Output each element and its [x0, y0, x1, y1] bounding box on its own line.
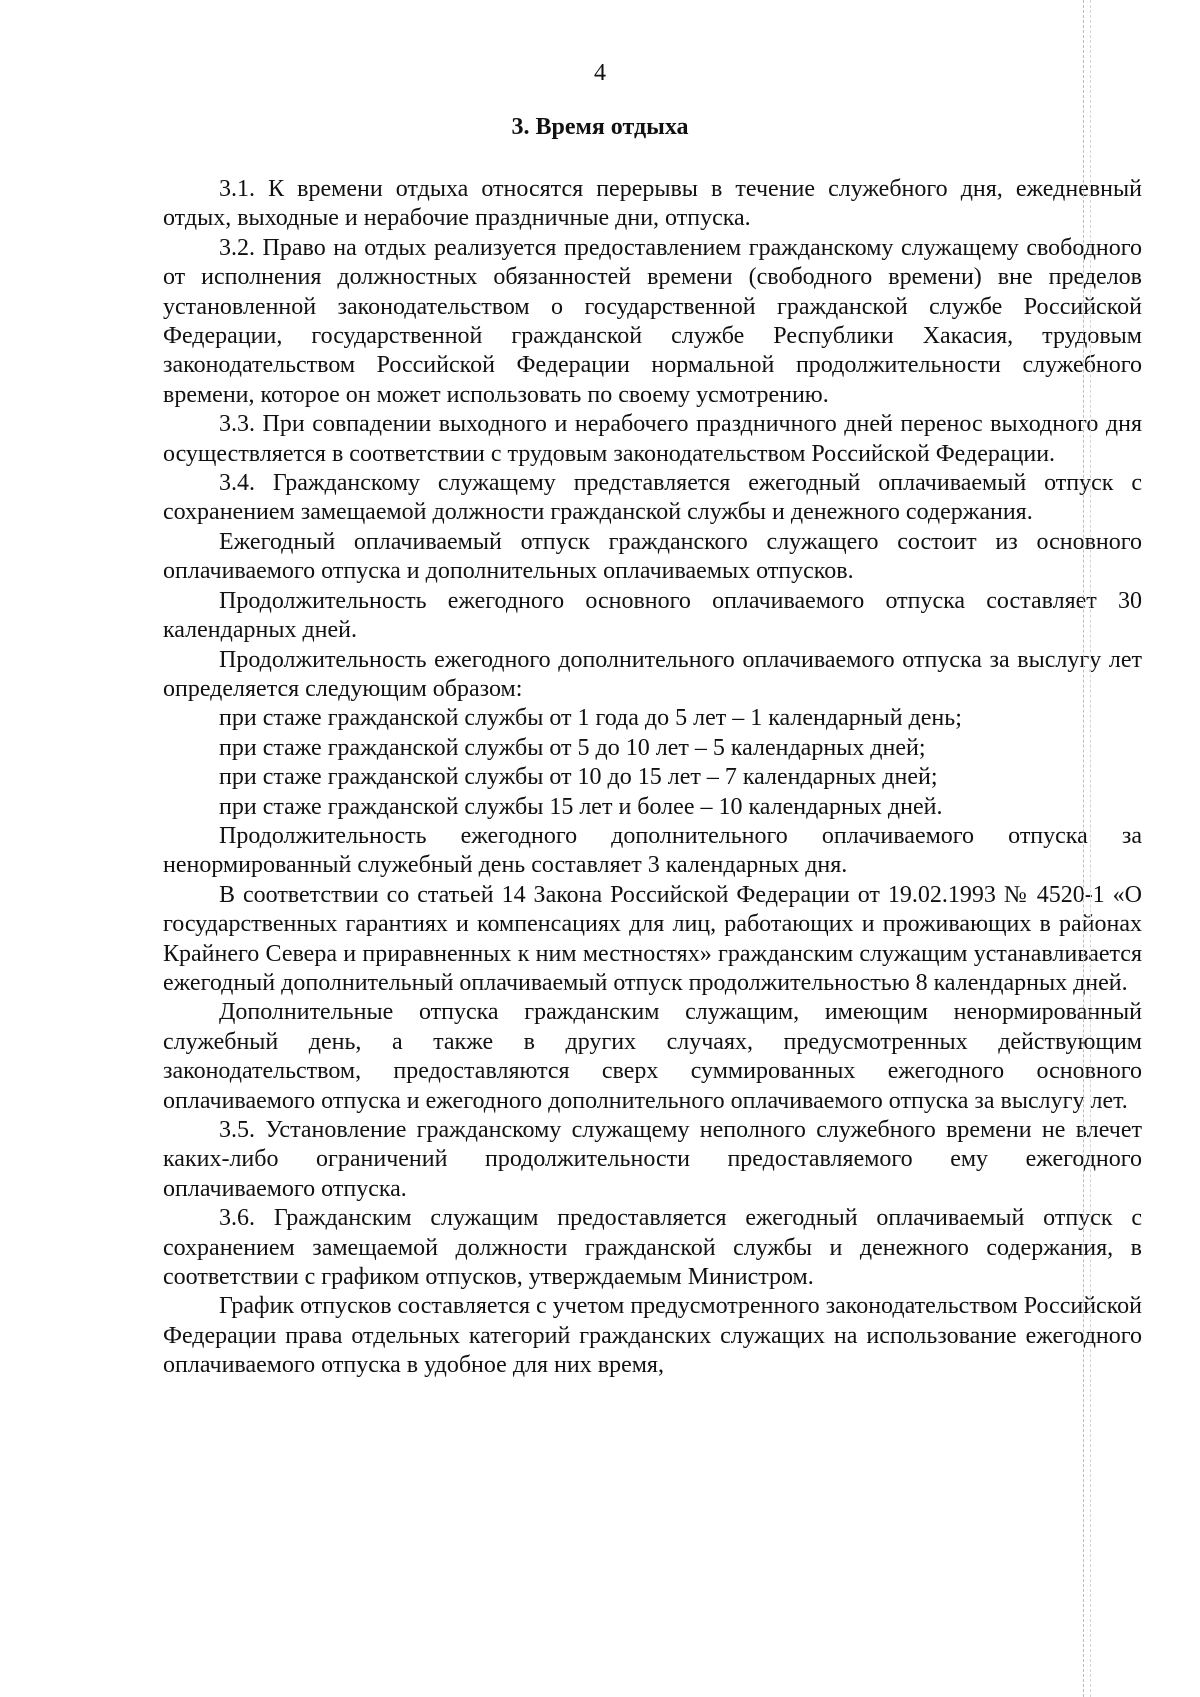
- paragraph-basic-leave-duration: Продолжительность ежегодного основного оплачиваемого отпуска составляет 30 календарных дней.: [163, 587, 1142, 644]
- list-item-seniority-2: при стаже гражданской службы от 5 до 10 лет – 5 календарных дней;: [219, 734, 926, 761]
- list-item-seniority-4: при стаже гражданской службы 15 лет и более – 10 календарных дней.: [219, 793, 943, 820]
- paragraph-additional-leave: Дополнительные отпуска гражданским служащим, имеющим ненормированный служебный день, а также в других случаях, предусмотренных действующим законодательством, предоставляются сверх суммированных ежегодного основного оплачиваемого отпуска и ежегодного дополнительного оплачиваемого отпуска за выслугу лет.: [163, 999, 1142, 1114]
- paragraph-annual-leave-composition: Ежегодный оплачиваемый отпуск гражданского служащего состоит из основного оплачиваемого отпуска и дополнительных оплачиваемых отпусков.: [163, 528, 1142, 585]
- list-item-seniority-3: при стаже гражданской службы от 10 до 15 лет – 7 календарных дней;: [219, 764, 938, 791]
- list-item-seniority-1: при стаже гражданской службы от 1 года до 5 лет – 1 календарный день;: [219, 705, 962, 732]
- paragraph-3-5: 3.5. Установление гражданскому служащему неполного служебного времени не влечет каких-либо ограничений продолжительности предоставляемого ему ежегодного оплачиваемого отпуска.: [163, 1117, 1142, 1202]
- paragraph-3-3: 3.3. При совпадении выходного и нерабочего праздничного дней перенос выходного дня осуществляется в соответствии с трудовым законодательством Российской Федерации.: [163, 411, 1142, 467]
- scan-artifact-line: [1083, 0, 1084, 1697]
- paragraph-leave-schedule: График отпусков составляется с учетом предусмотренного законодательством Российской Федерации права отдельных категорий гражданских служащих на использование ежегодного оплачиваемого отпуска в удобное для них время,: [163, 1293, 1142, 1379]
- paragraph-3-6: 3.6. Гражданским служащим предоставляется ежегодный оплачиваемый отпуск с сохранением замещаемой должности гражданской службы и денежного содержания, в соответствии с графиком отпусков, утверждаемым Министром.: [163, 1205, 1142, 1291]
- paragraph-3-1: 3.1. К времени отдыха относятся перерывы в течение служебного дня, ежедневный отдых, выходные и нерабочие праздничные дни, отпуска.: [163, 176, 1142, 232]
- document-body: [163, 175, 1142, 1381]
- paragraph-irregular-day-leave: Продолжительность ежегодного дополнительного оплачиваемого отпуска за ненормированный служебный день составляет 3 календарных дня.: [163, 822, 1142, 879]
- paragraph-seniority-leave-intro: Продолжительность ежегодного дополнительного оплачиваемого отпуска за выслугу лет определяется следующим образом:: [163, 646, 1142, 702]
- page-number: 4: [594, 60, 606, 86]
- paragraph-3-4: 3.4. Гражданскому служащему представляется ежегодный оплачиваемый отпуск с сохранением замещаемой должности гражданской службы и денежного содержания.: [163, 470, 1142, 526]
- section-title: 3. Время отдыха: [511, 114, 689, 140]
- paragraph-3-2: 3.2. Право на отдых реализуется предоставлением гражданскому служащему свободного от исполнения должностных обязанностей времени (свободного времени) вне пределов установленной законодательством о государственной гражданской службе Российской Федерации, государственной гражданской службе Республики Хакасия, трудовым законодательством Российской Федерации нормальной продолжительности служебного времени, которое он может использовать по своему усмотрению.: [163, 234, 1142, 408]
- paragraph-north-leave: В соответствии со статьей 14 Закона Российской Федерации от 19.02.1993 № 4520-1 «О государственных гарантиях и компенсациях для лиц, работающих и проживающих в районах Крайнего Севера и приравненных к ним местностях» гражданским служащим устанавливается ежегодный дополнительный оплачиваемый отпуск продолжительностью 8 календарных дней.: [163, 881, 1142, 996]
- scan-artifact-line: [1090, 0, 1091, 1697]
